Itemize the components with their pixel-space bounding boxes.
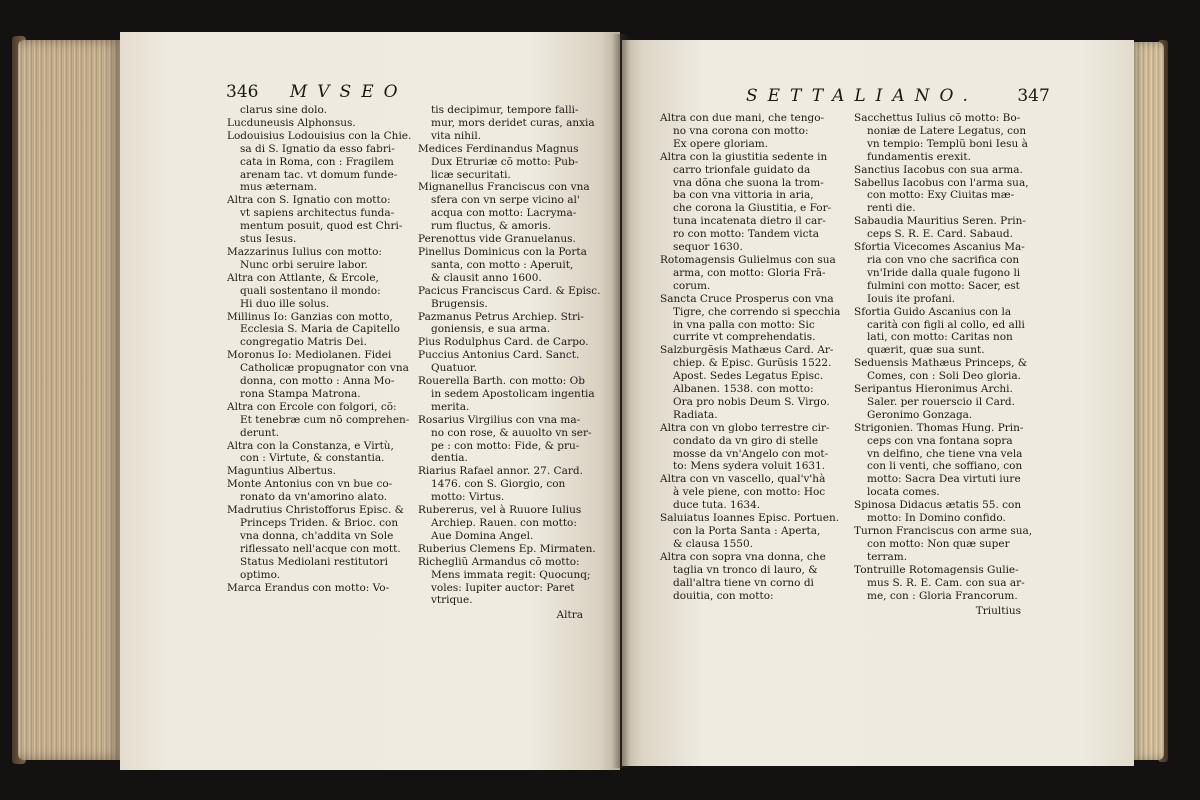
text-line: licæ securitati. [431,168,511,181]
left-page-header [226,82,408,102]
text-line: Spinosa Didacus ætatis 55. con [854,499,1022,512]
left-catchword-wrap [418,608,603,622]
left-page-column-2 [418,104,603,607]
text-line: douitia, con motto: [673,589,774,602]
text-line: Riarius Rafael annor. 27. Card. [418,465,583,478]
text-line: motto: In Domino confido. [867,512,1006,525]
text-line: Richegliũ Armandus cõ motto: [418,555,580,568]
text-line: Apost. Sedes Legatus Episc. [673,370,824,383]
right-catchword: Triultius [975,605,1021,617]
text-line: condato da vn giro di stelle [673,434,819,447]
text-line: Madrutius Christofforus Episc. & [227,504,405,517]
text-line: locata comes. [867,486,940,499]
text-line: tis decipimur, tempore falli- [431,104,579,116]
text-line: ria con vno che sacrifica con [867,253,1020,266]
text-line: Ruberius Clemens Ep. Mirmaten. [418,542,596,555]
text-line: Altra con sopra vna donna, che [660,550,826,563]
right-page [622,40,1134,766]
text-line: ronato da vn'amorino alato. [240,491,388,504]
text-line: Seduensis Mathæus Princeps, & [854,357,1028,370]
text-line: con motto: Non quæ super [867,537,1010,550]
text-line: Nunc orbi seruire labor. [240,258,368,271]
left-page [120,32,620,770]
text-line: Strigonien. Thomas Hung. Prin- [854,421,1024,434]
text-line: pe : con motto: Fide, & pru- [431,439,580,452]
text-line: duce tuta. 1634. [673,499,761,512]
text-line: dentia. [431,452,468,465]
text-line: corum. [673,279,711,292]
text-line: ceps S. R. E. Card. Sabaud. [867,228,1013,241]
text-line: Brugensis. [431,297,488,310]
text-line: & clausit anno 1600. [431,271,542,284]
text-line: voles: Iupiter auctor: Paret [431,581,575,594]
text-line: santa, con motto : Aperuit, [431,258,574,271]
text-line: Altra con vn vascello, qual'v'hà [660,473,826,486]
text-line: to: Mens sydera voluit 1631. [673,460,826,473]
text-line: noniæ de Latere Legatus, con [867,124,1027,137]
text-line: Mazzarinus Iulius con motto: [227,245,382,258]
text-line: ceps con vna fontana sopra [867,434,1013,447]
text-line: carro trionfale guidato da [673,163,811,176]
text-line: Medices Ferdinandus Magnus [418,142,579,155]
text-line: ba con vna vittoria in aria, [673,189,814,202]
text-line: stus Iesus. [240,233,297,246]
text-line: congregatio Matris Dei. [240,336,367,349]
page-edges-right [1130,42,1164,760]
text-line: clarus sine dolo. [240,104,327,116]
text-line: Dux Etruriæ cõ motto: Pub- [431,155,579,168]
text-line: che corona la Giustitia, e For- [673,202,832,215]
text-line: Iouis ite profani. [867,292,956,305]
right-page-number: 347 [1017,86,1050,106]
left-page-column-1 [227,104,422,594]
text-line: Sfortia Vicecomes Ascanius Ma- [854,241,1025,254]
text-line: dall'altra tiene vn corno di [673,576,814,589]
text-line: vn delfino, che tiene vna vela [867,447,1023,460]
text-line: Altra con Attlante, & Ercole, [227,271,379,284]
text-line: acqua con motto: Lacryma- [431,207,577,220]
text-line: me, con : Gloria Francorum. [867,589,1018,602]
text-line: Quatuor. [431,362,478,375]
text-line: Perenottus vide Granuelanus. [418,233,576,246]
text-line: Catholicæ propugnator con vna [240,362,409,375]
text-line: sfera con vn serpe vicino al' [431,194,580,207]
text-line: optimo. [240,568,281,581]
text-line: Albanen. 1538. con motto: [673,383,814,396]
text-line: goniensis, e sua arma. [431,323,551,336]
text-line: Ora pro nobis Deum S. Virgo. [673,395,830,408]
text-line: vt sapiens architectus funda- [240,207,395,220]
text-line: Ecclesia S. Maria de Capitello [240,323,400,336]
text-line: Pius Rodulphus Card. de Carpo. [418,336,589,349]
text-line: in vna palla con motto: Sic [673,318,815,331]
text-line: Rubererus, vel à Ruuore Iulius [418,504,582,517]
text-line: riflessato nell'acque con mott. [240,542,401,555]
text-line: derunt. [240,426,280,439]
text-line: Altra con la giustitia sedente in [660,150,828,163]
text-line: Status Mediolani restitutori [240,555,388,568]
right-page-header [746,86,1050,106]
right-page-column-2 [854,112,1041,602]
text-line: 1476. con S. Giorgio, con [431,478,566,491]
text-line: in sedem Apostolicam ingentia [431,387,595,400]
right-page-column-1 [660,112,858,602]
text-line: Tontruille Rotomagensis Gulie- [854,563,1019,576]
text-line: fundamentis erexit. [867,150,971,163]
text-line: Mens immata regit: Quocunq; [431,568,591,581]
text-line: sa di S. Ignatio da esso fabri- [240,142,395,155]
text-line: Sfortia Guido Ascanius con la [854,305,1012,318]
book-gutter [612,34,630,768]
right-catchword-wrap [854,604,1041,618]
text-line: Altra con Ercole con folgori, cõ: [227,400,397,413]
text-line: Rosarius Virgilius con vna ma- [418,413,581,426]
text-line: no con rose, & auuolto vn ser- [431,426,592,439]
text-line: vna donna, ch'addita vn Sole [240,529,394,542]
text-line: Lodouisius Lodouisius con la Chie. [227,129,412,142]
text-line: Puccius Antonius Card. Sanct. [418,349,580,362]
text-line: Millinus Io: Ganzias con motto, [227,310,393,323]
text-line: Marca Erandus con motto: Vo- [227,581,390,594]
text-line: Altra con vn globo terrestre cir- [660,421,830,434]
text-line: Rotomagensis Gulielmus con sua [660,253,836,266]
text-line: Altra con la Constanza, e Virtù, [227,439,394,452]
text-line: Monte Antonius con vn bue co- [227,478,393,491]
text-line: rum fluctus, & amoris. [431,220,552,233]
text-line: Archiep. Rauen. con motto: [431,517,577,529]
text-line: Pazmanus Petrus Archiep. Stri- [418,310,584,323]
text-line: Lucduneusis Alphonsus. [227,116,356,129]
text-line: lati, con motto: Caritas non [867,331,1013,344]
text-line: currite vt comprehendatis. [673,331,816,344]
text-line: mentum posuit, quod est Chri- [240,220,403,233]
text-line: Salzburgẽsis Mathæus Card. Ar- [660,344,834,357]
text-line: taglia vn tronco di lauro, & [673,563,818,576]
text-line: Radiata. [673,408,718,421]
text-line: vn'Iride dalla quale fugono li [867,266,1021,279]
text-line: motto: Sacra Dea virtuti iure [867,473,1021,486]
text-line: Rouerella Barth. con motto: Ob [418,375,585,388]
text-line: rona Stampa Matrona. [240,387,361,400]
text-line: Tigre, che correndo si specchia [673,305,841,318]
text-line: vtrique. [431,594,473,607]
text-line: mosse da vn'Angelo con mot- [673,447,829,460]
text-line: con la Porta Santa : Aperta, [673,525,821,537]
text-line: cata in Roma, con : Fragilem [240,155,394,168]
text-line: arenam tac. vt domum funde- [240,168,398,181]
text-line: & clausa 1550. [673,537,753,550]
text-line: Pinellus Dominicus con la Porta [418,245,587,258]
text-line: Maguntius Albertus. [227,465,336,478]
text-line: motto: Virtus. [431,491,505,504]
right-running-title: SETTALIANO. [746,86,978,106]
text-line: con motto: Exy Ciuitas mæ- [867,189,1015,202]
text-line: Saluiatus Ioannes Episc. Portuen. [660,512,840,525]
text-line: vn tempio: Templũ boni Iesu à [867,137,1028,150]
text-line: tuna incatenata dietro il car- [673,215,826,228]
text-line: sequor 1630. [673,241,743,254]
left-page-number: 346 [226,82,259,102]
text-line: Saler. per rouerscio il Card. [867,395,1015,408]
left-catchword: Altra [556,609,583,621]
text-line: mus æternam. [240,181,318,194]
text-line: Geronimo Gonzaga. [867,408,973,421]
text-line: Hi duo ille solus. [240,297,330,310]
text-line: Sanctius Iacobus con sua arma. [854,163,1023,176]
text-line: vna dõna che suona la trom- [673,176,824,189]
text-line: quali sostentano il mondo: [240,284,381,297]
text-line: fulmini con motto: Sacer, est [867,279,1020,292]
text-line: Moronus Io: Mediolanen. Fidei [227,349,392,362]
text-line: Mignanellus Franciscus con vna [418,181,590,194]
text-line: Et tenebræ cum nõ comprehen- [240,413,410,426]
text-line: con : Virtute, & constantia. [240,452,385,465]
text-line: no vna corona con motto: [673,124,809,137]
text-line: Altra con due mani, che tengo- [660,112,825,124]
text-line: renti die. [867,202,916,215]
text-line: Comes, con : Soli Deo gloria. [867,370,1022,383]
text-line: Sacchettus Iulius cõ motto: Bo- [854,112,1021,124]
text-line: mur, mors deridet curas, anxia [431,116,595,129]
text-line: à vele piene, con motto: Hoc [673,486,826,499]
text-line: Sabaudia Mauritius Seren. Prin- [854,215,1026,228]
text-line: Aue Domina Angel. [431,529,534,542]
text-line: Princeps Triden. & Brioc. con [240,517,399,529]
text-line: mus S. R. E. Cam. con sua ar- [867,576,1025,589]
text-line: Pacicus Franciscus Card. & Episc. [418,284,601,297]
text-line: arma, con motto: Gloria Frã- [673,266,826,279]
text-line: Seripantus Hieronimus Archi. [854,383,1013,396]
text-line: con li venti, che soffiano, con [867,460,1023,473]
text-line: terram. [867,550,908,563]
text-line: Sabellus Iacobus con l'arma sua, [854,176,1029,189]
text-line: vita nihil. [431,129,482,142]
text-line: donna, con motto : Anna Mo- [240,375,395,388]
text-line: Sancta Cruce Prosperus con vna [660,292,834,305]
left-running-title: MVSEO [289,82,408,102]
text-line: chiep. & Episc. Gurũsis 1522. [673,357,832,370]
text-line: Turnon Franciscus con arme sua, [854,525,1033,537]
text-line: carità con figli al collo, ed alli [867,318,1025,331]
text-line: ro con motto: Tandem victa [673,228,819,241]
text-line: quærit, quæ sua sunt. [867,344,985,357]
text-line: merita. [431,400,470,413]
text-line: Altra con S. Ignatio con motto: [227,194,391,207]
page-edges-left [18,40,123,760]
text-line: Ex opere gloriam. [673,137,769,150]
